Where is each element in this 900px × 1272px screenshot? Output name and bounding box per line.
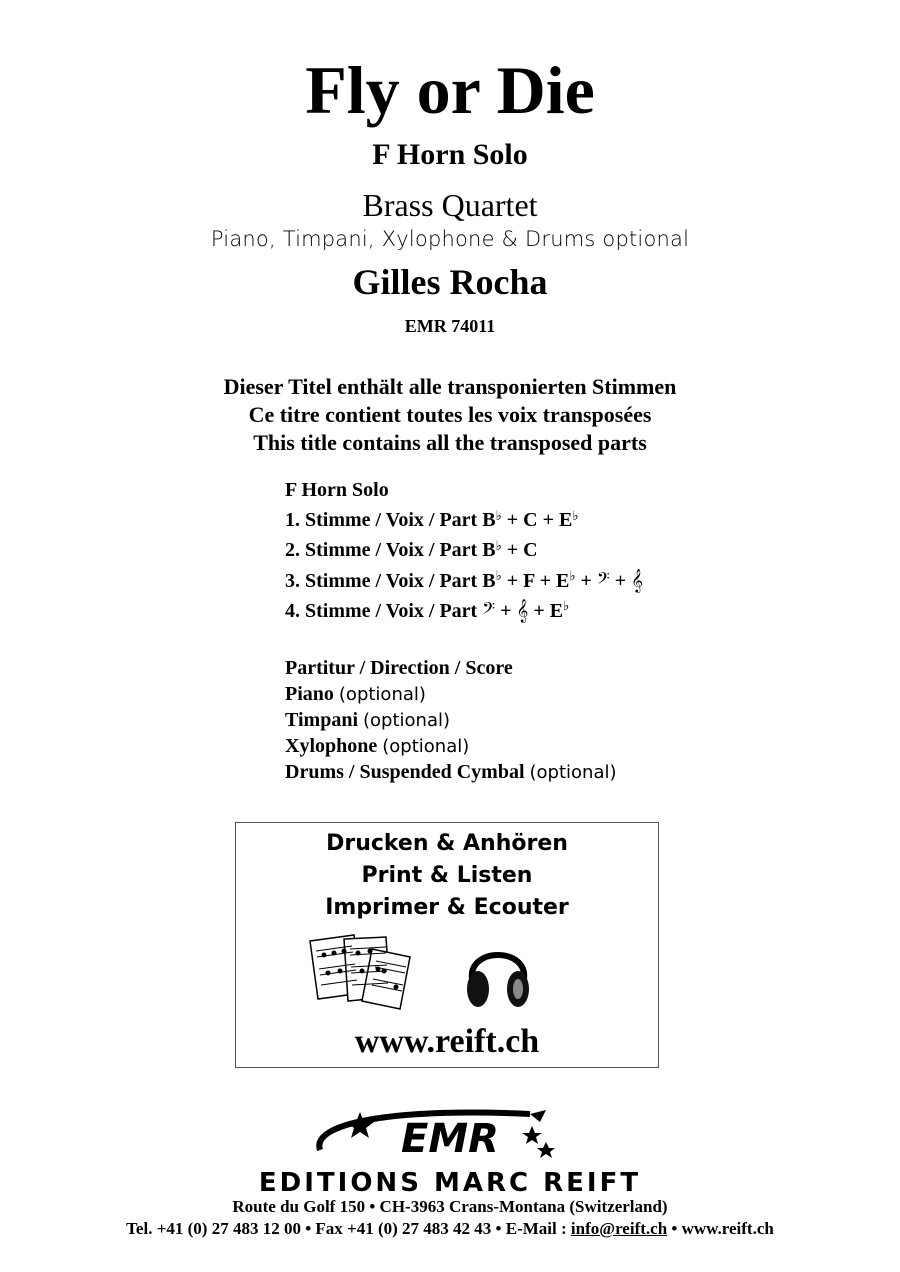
note-e: E (558, 509, 573, 531)
part-solo: F Horn Solo (285, 479, 389, 501)
notice-french: Ce titre contient toutes les voix transposées (248, 402, 652, 427)
piano-line: Piano (optional) (285, 683, 426, 705)
emr-logo-text: EMR (401, 1116, 499, 1162)
note-e: E (549, 600, 564, 622)
treble-clef-icon: 𝄞 (631, 568, 643, 592)
catalog-number: EMR 74011 (404, 316, 496, 336)
note-b: B (482, 539, 496, 561)
bass-clef-icon: 𝄢 (596, 568, 610, 592)
part-4: 4. Stimme / Voix / Part 𝄢 + 𝄞 + E♭ (285, 598, 570, 622)
flat-sign: ♭ (563, 598, 570, 613)
part-3-label: 3. Stimme / Voix / Part (285, 570, 478, 592)
note-b: B (482, 509, 496, 531)
flat-sign: ♭ (569, 568, 576, 583)
website-link[interactable]: • www.reift.ch (671, 1219, 774, 1238)
subtitle: F Horn Solo (372, 138, 528, 171)
publisher-address: Route du Golf 150 • CH-3963 Crans-Montana (Switzerland) (232, 1197, 668, 1216)
promo-line-german: Drucken & Anhören (326, 831, 568, 856)
emr-logo (300, 1106, 600, 1170)
xylophone-line: Xylophone (optional) (285, 735, 470, 757)
page-title: Fly or Die (305, 52, 595, 128)
promo-url[interactable]: www.reift.ch (354, 1023, 540, 1060)
print-listen-box (235, 822, 659, 1068)
promo-line-french: Imprimer & Ecouter (325, 895, 569, 920)
treble-clef-icon: 𝄞 (516, 598, 529, 622)
optional-instruments: Piano, Timpani, Xylophone & Drums optional (210, 227, 690, 251)
composer: Gilles Rocha (352, 262, 548, 302)
flat-sign: ♭ (495, 508, 502, 523)
contact-phone-fax: Tel. +41 (0) 27 483 12 00 • Fax +41 (0) 27 483 42 43 • E-Mail : (126, 1219, 567, 1238)
flat-sign: ♭ (495, 538, 502, 553)
part-2-label: 2. Stimme / Voix / Part (285, 539, 478, 561)
note-f: F (523, 570, 535, 592)
promo-line-english: Print & Listen (361, 863, 533, 888)
part-4-label: 4. Stimme / Voix / Part (285, 600, 478, 622)
note-e: E (556, 570, 570, 592)
publisher-contact (0, 1218, 900, 1240)
part-2: 2. Stimme / Voix / Part B♭ + C (285, 538, 538, 561)
sheet-music-icon (306, 931, 416, 1011)
part-3: 3. Stimme / Voix / Part B♭ + F + E♭ + 𝄢 + 𝄞 (285, 568, 643, 592)
note-c: C (523, 509, 538, 531)
drums-line: Drums / Suspended Cymbal (optional) (285, 761, 617, 783)
notice-english: This title contains all the transposed parts (253, 430, 647, 455)
flat-sign: ♭ (495, 568, 502, 583)
bass-clef-icon: 𝄢 (482, 598, 496, 622)
part-1-label: 1. Stimme / Voix / Part (285, 509, 478, 531)
headphones-icon (462, 933, 534, 1013)
notice-german: Dieser Titel enthält alle transponierten Stimmen (223, 374, 677, 399)
ensemble: Brass Quartet (362, 187, 538, 223)
timpani-line: Timpani (optional) (285, 709, 450, 731)
part-1: 1. Stimme / Voix / Part B♭ + C + E♭ (285, 508, 579, 531)
flat-sign: ♭ (572, 508, 579, 523)
note-b: B (482, 570, 496, 592)
score-line: Partitur / Direction / Score (285, 657, 513, 679)
note-c: C (523, 539, 538, 561)
publisher-name: EDITIONS MARC REIFT (258, 1168, 642, 1198)
email-link[interactable]: info@reift.ch (570, 1219, 668, 1238)
